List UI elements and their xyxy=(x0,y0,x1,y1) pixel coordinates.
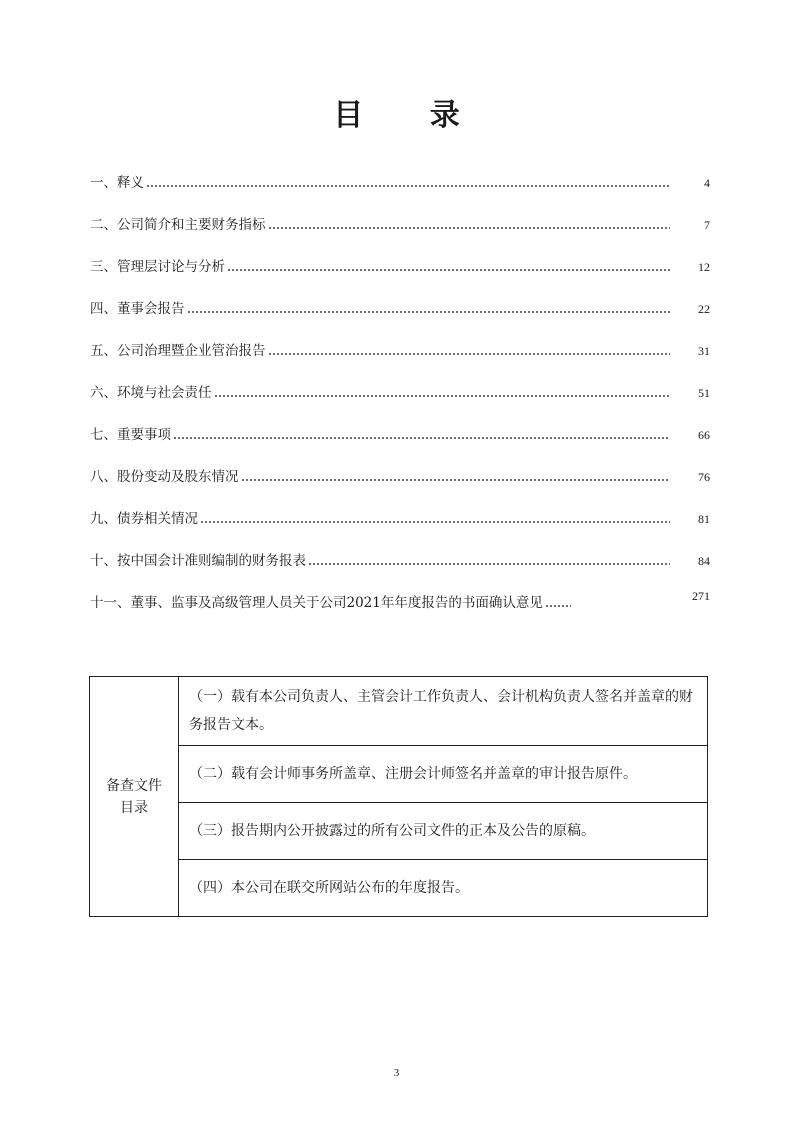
toc-entry-7[interactable] xyxy=(90,422,710,464)
reference-files-label-line1: 备查文件 xyxy=(106,777,162,794)
toc-entry-title: 七、重要事项 xyxy=(90,427,171,443)
toc-entry-9[interactable] xyxy=(90,506,710,548)
page-number: 3 xyxy=(393,1067,400,1079)
toc-dot-leader xyxy=(227,254,670,274)
reference-files-label xyxy=(90,677,179,917)
toc-entry-page: 81 xyxy=(698,512,710,526)
reference-file-item-2: （二）载有会计师事务所盖章、注册会计师签名并盖章的审计报告原件。 xyxy=(179,746,708,803)
toc-entry-title: 九、债券相关情况 xyxy=(90,511,198,527)
toc-entry-title: 十一、董事、监事及高级管理人员关于公司2021年年度报告的书面确认意见 xyxy=(90,595,543,611)
toc-dot-leader xyxy=(214,380,671,400)
toc-entry-5[interactable] xyxy=(90,338,710,380)
reference-files-table xyxy=(89,676,708,917)
toc-entry-title: 五、公司治理暨企业管治报告 xyxy=(90,343,266,359)
toc-dot-leader xyxy=(173,422,670,442)
toc-entry-page: 76 xyxy=(698,470,710,484)
toc-dot-leader xyxy=(545,590,571,610)
toc-entry-title: 十、按中国会计准则编制的财务报表 xyxy=(90,553,306,569)
reference-files-label-line2: 目录 xyxy=(120,799,148,816)
toc-entry-2[interactable] xyxy=(90,212,710,254)
table-of-contents xyxy=(90,170,710,632)
toc-entry-title: 一、释义 xyxy=(90,175,144,191)
toc-entry-page: 12 xyxy=(698,260,710,274)
toc-dot-leader xyxy=(268,212,671,232)
page-title: 目 录 xyxy=(333,98,488,133)
reference-file-item-1: （一）载有本公司负责人、主管会计工作负责人、会计机构负责人签名并盖章的财务报告文本。 xyxy=(179,677,708,746)
toc-entry-4[interactable] xyxy=(90,296,710,338)
toc-dot-leader xyxy=(146,170,670,190)
toc-entry-page: 22 xyxy=(698,302,710,316)
reference-file-item-4: （四）本公司在联交所网站公布的年度报告。 xyxy=(179,860,708,917)
toc-entry-page: 31 xyxy=(698,344,710,358)
toc-entry-page: 84 xyxy=(698,554,710,568)
toc-entry-3[interactable] xyxy=(90,254,710,296)
toc-dot-leader xyxy=(268,338,671,358)
toc-entry-title: 八、股份变动及股东情况 xyxy=(90,469,239,485)
toc-entry-page: 51 xyxy=(698,386,710,400)
toc-entry-1[interactable] xyxy=(90,170,710,212)
toc-entry-6[interactable] xyxy=(90,380,710,422)
toc-entry-title: 二、公司简介和主要财务指标 xyxy=(90,217,266,233)
toc-entry-page: 271 xyxy=(692,589,710,603)
toc-entry-8[interactable] xyxy=(90,464,710,506)
toc-entry-title: 四、董事会报告 xyxy=(90,301,185,317)
toc-entry-page: 7 xyxy=(704,218,710,232)
toc-dot-leader xyxy=(200,506,670,526)
toc-entry-title: 三、管理层讨论与分析 xyxy=(90,259,225,275)
reference-file-item-3: （三）报告期内公开披露过的所有公司文件的正本及公告的原稿。 xyxy=(179,803,708,860)
toc-entry-page: 4 xyxy=(704,176,710,190)
toc-entry-title: 六、环境与社会责任 xyxy=(90,385,212,401)
toc-entry-page: 66 xyxy=(698,428,710,442)
toc-entry-11[interactable] xyxy=(90,590,710,632)
toc-dot-leader xyxy=(187,296,671,316)
toc-dot-leader xyxy=(241,464,671,484)
toc-dot-leader xyxy=(308,548,670,568)
